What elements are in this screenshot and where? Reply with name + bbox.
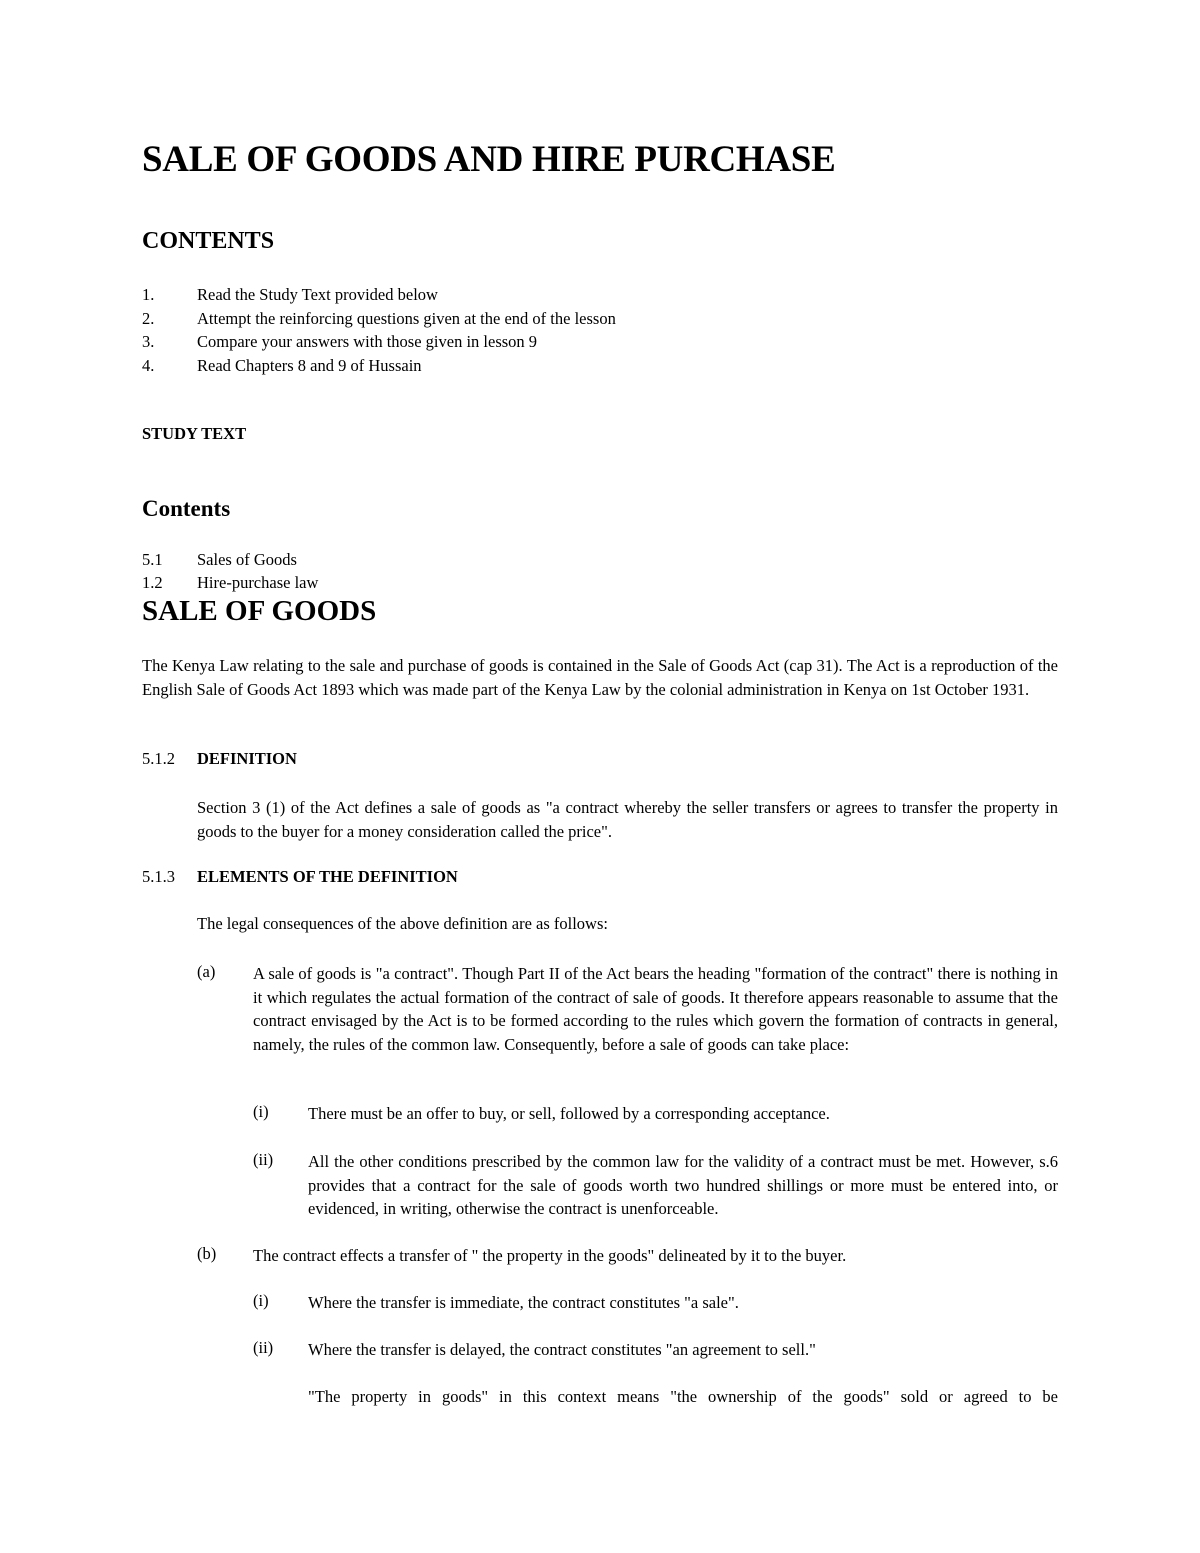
list-marker: (ii) — [253, 1338, 274, 1357]
contents-item-text: Read Chapters 8 and 9 of Hussain — [197, 356, 422, 375]
study-text-heading: STUDY TEXT — [142, 424, 247, 443]
contents-item-text: Sales of Goods — [197, 550, 297, 569]
elements-intro: The legal consequences of the above definition are as follows: — [197, 914, 608, 933]
definition-paragraph: Section 3 (1) of the Act defines a sale of goods as "a contract whereby the seller transfers or agrees to transfer the property in goods to the buyer for a money consideration called the price". — [197, 798, 1058, 841]
contents-item-text: Compare your answers with those given in lesson 9 — [197, 332, 538, 351]
contents-item-number: 3. — [142, 332, 155, 351]
list-item-text: Where the transfer is immediate, the contract constitutes "a sale". — [308, 1293, 739, 1312]
contents-item-number: 4. — [142, 356, 155, 375]
contents-item-number: 1. — [142, 285, 155, 304]
list-item-text: A sale of goods is "a contract". Though Part II of the Act bears the heading "formation of the contract" there is nothing in it which regulates the actual formation of the contract of sale of goods. It therefore appears reasonable to assume that the contract envisaged by the Act is to be formed according to the rules which govern the formation of contracts in general, namely, the rules of the common law. Consequently, before a sale of goods can take place: — [253, 964, 1058, 1054]
section-subheading: ELEMENTS OF THE DEFINITION — [197, 867, 458, 886]
contents-item-number: 5.1 — [142, 550, 163, 569]
document-title: SALE OF GOODS AND HIRE PURCHASE — [142, 139, 836, 180]
contents-item-text: Hire-purchase law — [197, 573, 319, 592]
section-subheading: DEFINITION — [197, 749, 297, 768]
list-item-text: Where the transfer is delayed, the contract constitutes "an agreement to sell." — [308, 1340, 816, 1359]
section-number: 5.1.2 — [142, 749, 175, 768]
property-paragraph: "The property in goods" in this context means "the ownership of the goods" sold or agreed to be — [308, 1387, 1058, 1406]
list-marker: (i) — [253, 1291, 269, 1310]
section-number: 5.1.3 — [142, 867, 175, 886]
list-marker: (i) — [253, 1102, 269, 1121]
contents-item-number: 1.2 — [142, 573, 163, 592]
list-marker: (b) — [197, 1244, 217, 1263]
contents-heading: CONTENTS — [142, 228, 275, 254]
contents-item-text: Attempt the reinforcing questions given at the end of the lesson — [197, 309, 616, 328]
list-item-text: The contract effects a transfer of " the property in the goods" delineated by it to the buyer. — [253, 1246, 847, 1265]
list-marker: (ii) — [253, 1150, 274, 1169]
intro-paragraph: The Kenya Law relating to the sale and purchase of goods is contained in the Sale of Goods Act (cap 31). The Act is a reproduction of the English Sale of Goods Act 1893 which was made part of the Kenya Law by the colonial administration in Kenya on 1st October 1931. — [142, 656, 1058, 699]
contents-item-number: 2. — [142, 309, 155, 328]
section-heading: SALE OF GOODS — [142, 595, 377, 627]
contents-subheading: Contents — [142, 496, 231, 521]
list-marker: (a) — [197, 962, 216, 981]
contents-item-text: Read the Study Text provided below — [197, 285, 438, 304]
list-item-text: There must be an offer to buy, or sell, followed by a corresponding acceptance. — [308, 1104, 830, 1123]
list-item-text: All the other conditions prescribed by the common law for the validity of a contract must be met. However, s.6 provides that a contract for the sale of goods worth two hundred shillings or more must be entered into, or evidenced, in writing, otherwise the contract is unenforceable. — [308, 1152, 1058, 1218]
